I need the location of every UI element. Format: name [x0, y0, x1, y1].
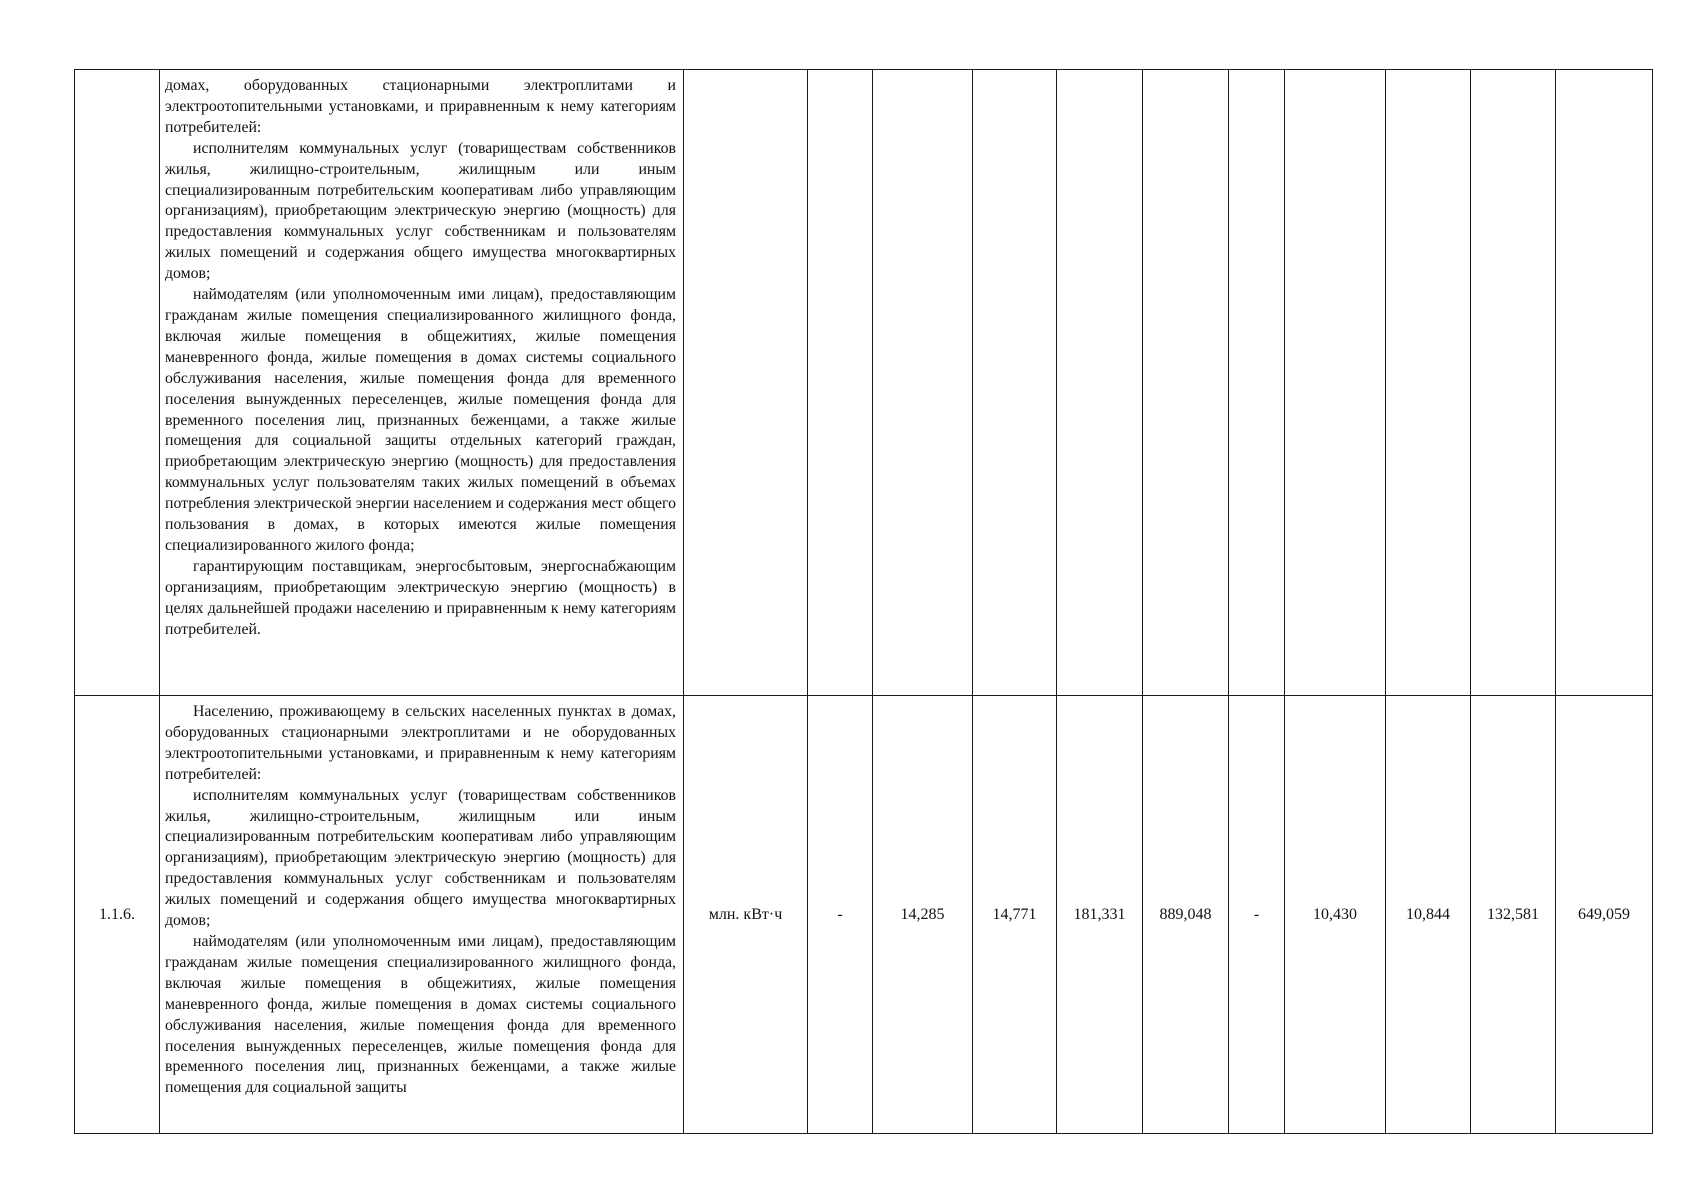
value-cell: [873, 70, 973, 696]
unit-cell: млн. кВт·ч: [684, 696, 808, 1134]
value-cell: 14,285: [873, 696, 973, 1134]
value-cell: [973, 70, 1057, 696]
value-cell: 10,844: [1386, 696, 1471, 1134]
value-cell: 889,048: [1143, 696, 1229, 1134]
table-row: [75, 696, 1653, 1134]
table-row: [75, 70, 1653, 696]
value-cell: [1556, 70, 1653, 696]
value-cell: 10,430: [1285, 696, 1386, 1134]
value-cell: 649,059: [1556, 696, 1653, 1134]
value-cell: 181,331: [1057, 696, 1143, 1134]
description-paragraph: наймодателям (или уполномоченным ими лицам), предоставляющим гражданам жилые помещения специализированного жилищного фонда, включая жилые помещения в общежитиях, жилые помещения маневренного фонда, жилые помещения в домах системы социального обслуживания населения, жилые помещения фонда для временного поселения вынужденных переселенцев, жилые помещения фонда для временного поселения лиц, признанных беженцами, а также жилые помещения для социальной защиты отдельных категорий граждан, приобретающим электрическую энергию (мощность) для предоставления коммунальных услуг пользователям таких жилых помещений в объемах потребления электрической энергии населением и содержания мест общего пользования в домах, в которых имеются жилые помещения специализированного жилого фонда;: [165, 286, 676, 554]
row-code-cell: [75, 70, 160, 696]
row-description-cell: [160, 70, 684, 696]
value-cell: -: [1229, 696, 1285, 1134]
description-paragraph: наймодателям (или уполномоченным ими лицам), предоставляющим гражданам жилые помещения специализированного жилищного фонда, включая жилые помещения в общежитиях, жилые помещения маневренного фонда, жилые помещения в домах системы социального обслуживания населения, жилые помещения фонда для временного поселения вынужденных переселенцев, жилые помещения фонда для временного поселения лиц, признанных беженцами, а также жилые помещения для социальной защиты: [165, 932, 676, 1097]
description-paragraph: домах, оборудованных стационарными электроплитами и электроотопительными установками, и приравненным к нему категориям потребителей:: [165, 77, 676, 136]
value-cell: 132,581: [1471, 696, 1556, 1134]
description-paragraph: исполнителям коммунальных услуг (товариществам собственников жилья, жилищно-строительным, жилищным или иным специализированным потребительским кооперативам либо управляющим организациям), приобретающим электрическую энергию (мощность) для предоставления коммунальных услуг собственникам и пользователям жилых помещений и содержания общего имущества многоквартирных домов;: [165, 139, 676, 283]
row-description-cell: [160, 696, 684, 1134]
value-cell: [1143, 70, 1229, 696]
description-paragraph: гарантирующим поставщикам, энергосбытовым, энергоснабжающим организациям, приобретающим электрическую энергию (мощность) в целях дальнейшей продажи населению и приравненным к нему категориям потребителей.: [165, 557, 676, 638]
value-cell: 14,771: [973, 696, 1057, 1134]
value-cell: [1386, 70, 1471, 696]
value-cell: [1057, 70, 1143, 696]
value-cell: -: [808, 696, 873, 1134]
tariff-balance-table: [74, 69, 1653, 1134]
value-cell: [808, 70, 873, 696]
description-paragraph: исполнителям коммунальных услуг (товариществам собственников жилья, жилищно-строительным, жилищным или иным специализированным потребительским кооперативам либо управляющим организациям), приобретающим электрическую энергию (мощность) для предоставления коммунальных услуг собственникам и пользователям жилых помещений и содержания общего имущества многоквартирных домов;: [165, 786, 676, 930]
description-paragraph: Населению, проживающему в сельских населенных пунктах в домах, оборудованных стационарными электроплитами и не оборудованных электроотопительными установками, и приравненным к нему категориям потребителей:: [165, 703, 676, 783]
document-sheet: [74, 69, 1652, 1133]
value-cell: [1471, 70, 1556, 696]
value-cell: [1285, 70, 1386, 696]
row-code-cell: 1.1.6.: [75, 696, 160, 1134]
value-cell: [1229, 70, 1285, 696]
unit-cell: [684, 70, 808, 696]
